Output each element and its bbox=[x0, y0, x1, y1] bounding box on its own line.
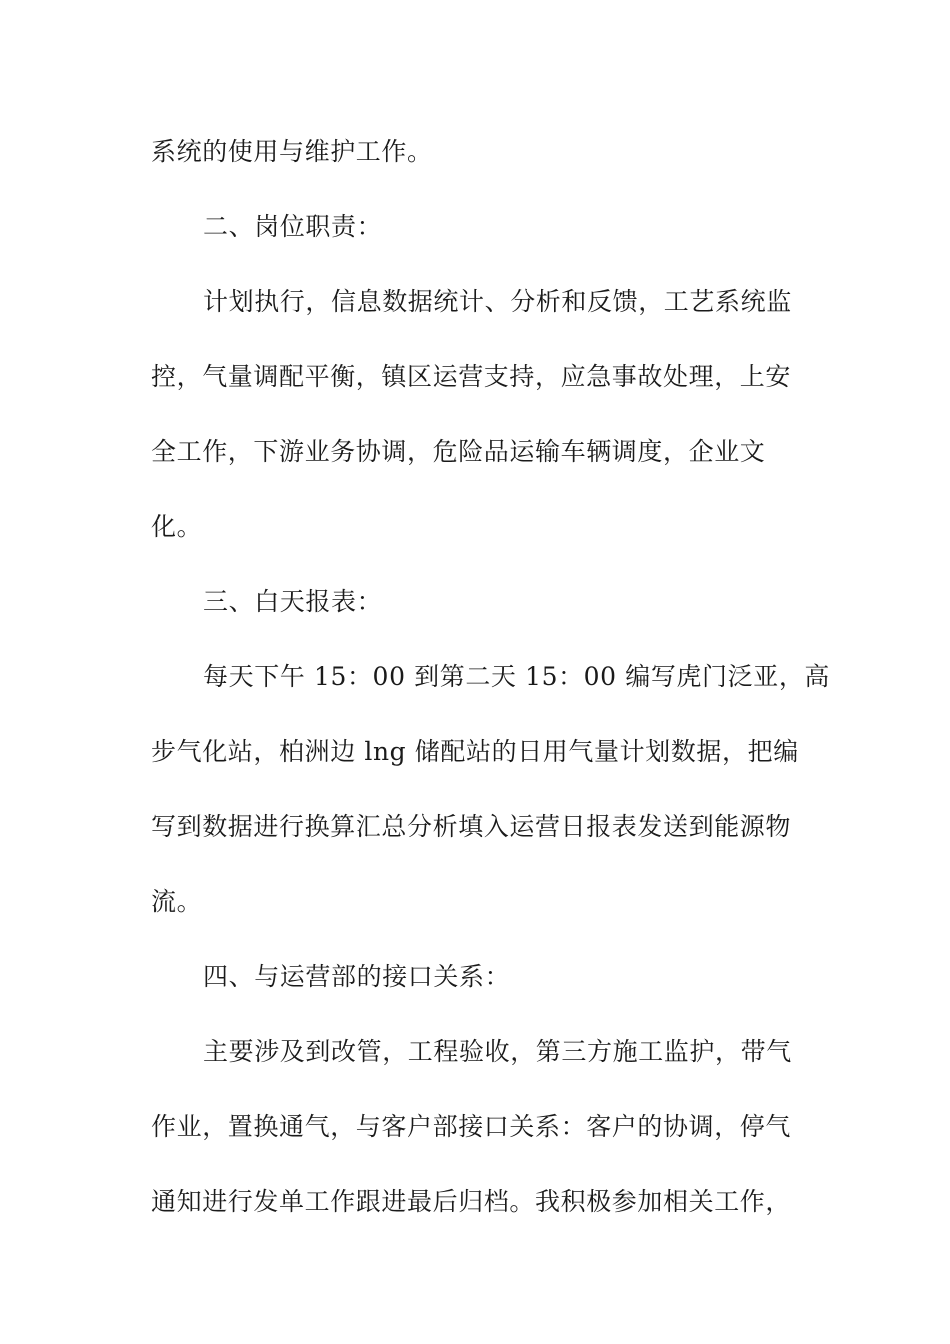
text-line: 步气化站，柏洲边 lng 储配站的日用气量计划数据，把编 bbox=[151, 737, 799, 766]
section-heading: 二、岗位职责： bbox=[203, 212, 383, 241]
text-line: 流。 bbox=[151, 887, 203, 916]
text-line: 系统的使用与维护工作。 bbox=[151, 137, 433, 166]
text-line: 写到数据进行换算汇总分析填入运营日报表发送到能源物 bbox=[151, 812, 792, 841]
text-line: 化。 bbox=[151, 512, 203, 541]
section-heading: 三、白天报表： bbox=[203, 587, 383, 616]
text-line: 通知进行发单工作跟进最后归档。我积极参加相关工作， bbox=[151, 1187, 792, 1216]
text-line: 作业，置换通气，与客户部接口关系：客户的协调，停气 bbox=[151, 1112, 792, 1141]
text-line: 控，气量调配平衡，镇区运营支持，应急事故处理，上安 bbox=[151, 362, 792, 391]
text-line: 每天下午 15：00 到第二天 15：00 编写虎门泛亚，高 bbox=[203, 662, 831, 691]
text-line: 计划执行，信息数据统计、分析和反馈，工艺系统监 bbox=[203, 287, 792, 316]
text-line: 主要涉及到改管，工程验收，第三方施工监护，带气 bbox=[203, 1037, 792, 1066]
text-line: 全工作，下游业务协调，危险品运输车辆调度，企业文 bbox=[151, 437, 766, 466]
section-heading: 四、与运营部的接口关系： bbox=[203, 962, 511, 991]
